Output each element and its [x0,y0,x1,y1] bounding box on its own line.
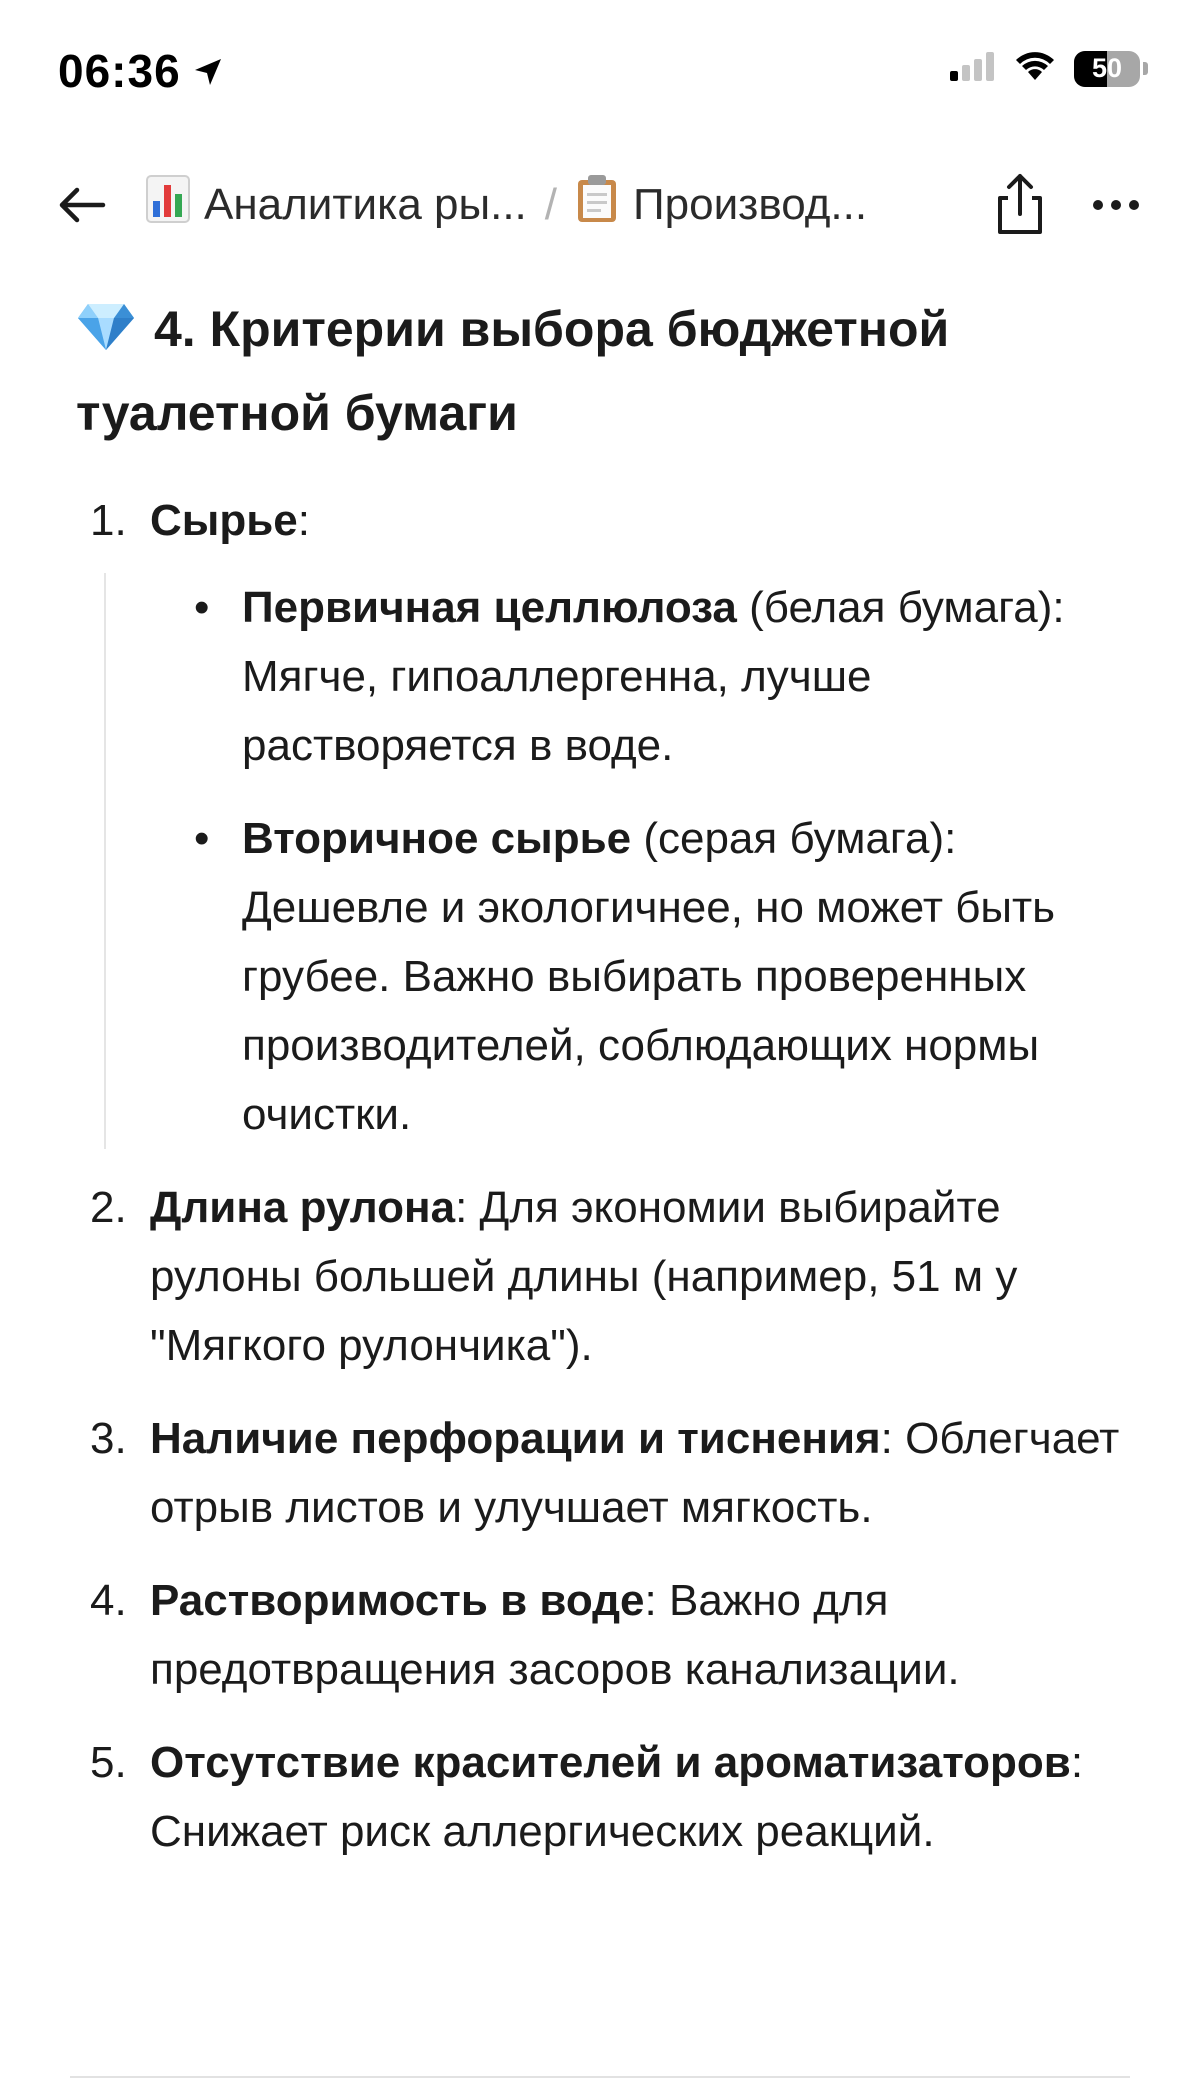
section-heading [76,290,1136,452]
list-item-title: Наличие перфорации и тиснения [150,1414,881,1463]
list-item-text: : Важно для предотвращения засоров канализации. [150,1576,960,1694]
list-item-text: : Облегчает отрыв листов и улучшает мягкость. [150,1414,1120,1532]
list-item-text: : Для экономии выбирайте рулоны большей длины (например, 51 м у "Мягкого рулончика"). [150,1183,1018,1370]
battery-icon [1074,51,1140,87]
breadcrumb-item-production[interactable] [575,174,867,235]
list-item-number: 1. [90,496,127,545]
sub-list-item-title: Вторичное сырье [242,814,632,863]
navigation-bar [0,160,1200,250]
more-options-button[interactable] [1086,180,1146,230]
ellipsis-icon [1091,198,1141,212]
bullet: • [194,814,210,863]
list-item-number: 2. [90,1183,127,1232]
status-bar [0,0,1200,140]
criteria-list [76,486,1136,1866]
sub-list-item-title: Первичная целлюлоза [242,583,737,632]
back-button[interactable] [54,180,110,230]
status-indicators [950,50,1148,87]
share-button[interactable] [990,170,1050,240]
list-item [76,1404,1136,1542]
list-item-number: 5. [90,1738,127,1787]
list-item [76,486,1136,1149]
cellular-signal-icon [950,51,996,86]
sub-list-item-text: (белая бумага): Мягче, гипоаллергенна, лучше растворяется в воде. [242,583,1065,770]
battery-nub [1143,62,1148,75]
wifi-icon [1014,50,1056,87]
sub-list-item [194,804,1136,1149]
bullet: • [194,583,210,632]
list-item-title: Сырье [150,496,298,545]
status-time [58,44,223,98]
breadcrumb-label: Производ... [633,179,868,229]
arrow-left-icon [57,185,107,225]
share-icon [990,170,1050,240]
sub-list-item-text: (серая бумага): Дешевле и экологичнее, но может быть грубее. Важно выбирать проверенных производителей, соблюдающих нормы очистки. [242,814,1056,1139]
location-arrow-icon [193,44,223,98]
list-item-number: 3. [90,1414,127,1463]
list-item-title: Растворимость в воде [150,1576,645,1625]
divider [70,2076,1130,2078]
article-content [76,290,1136,1890]
breadcrumb-label: Аналитика ры... [204,179,527,229]
breadcrumb-item-analytics[interactable] [146,175,527,234]
list-item-title: Длина рулона [150,1183,456,1232]
breadcrumb-separator: / [544,179,558,229]
list-item [76,1566,1136,1704]
clipboard-icon [575,174,619,235]
sub-list-item [194,573,1136,780]
sub-list [104,573,1136,1149]
list-item [76,1173,1136,1380]
list-item-text: : [297,496,310,545]
bar-chart-icon [146,175,190,234]
breadcrumb [146,174,867,235]
list-item [76,1728,1136,1866]
list-item-text: : Снижает риск аллергических реакций. [150,1738,1084,1856]
status-time-text: 06:36 [58,45,181,97]
battery-level-text: 50 [1091,53,1123,83]
list-item-number: 4. [90,1576,127,1625]
section-heading-text: 4. Критерии выбора бюджетной туалетной бумаги [76,301,950,441]
list-item-title: Отсутствие красителей и ароматизаторов [150,1738,1071,1787]
gem-icon [76,296,136,374]
